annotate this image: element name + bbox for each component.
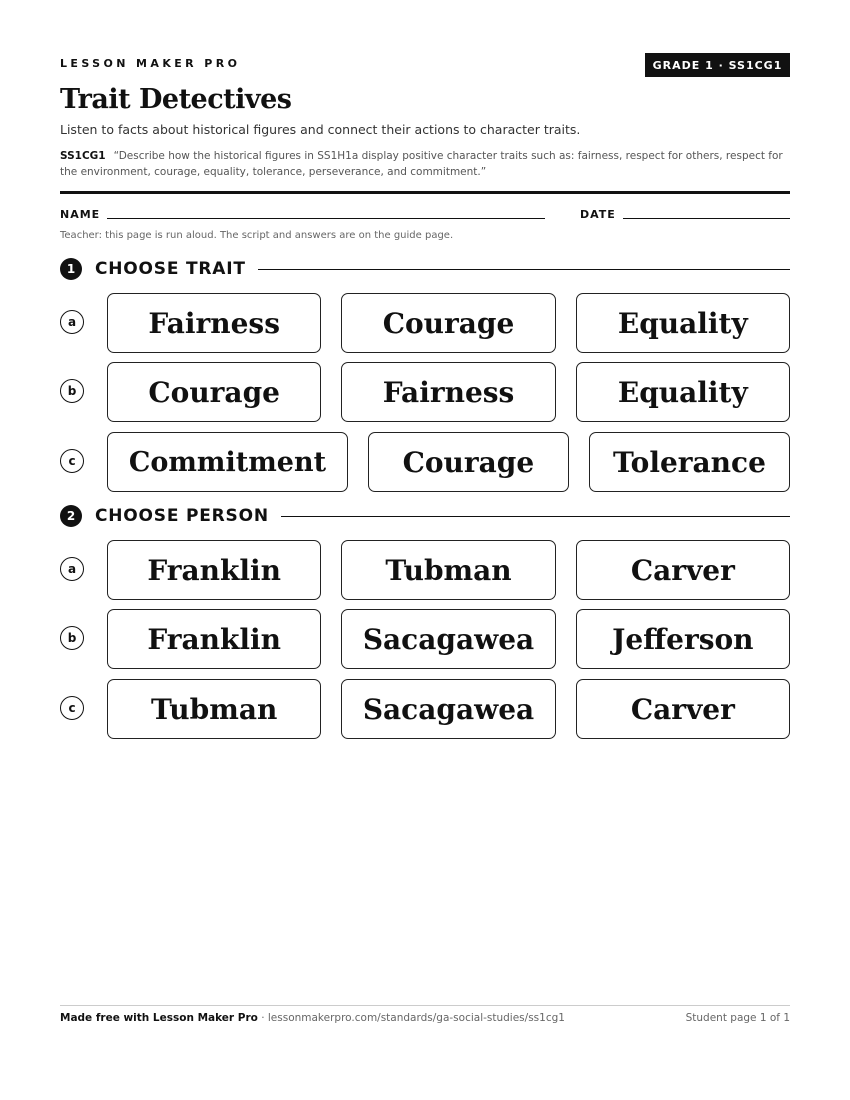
section-title: CHOOSE TRAIT — [95, 259, 246, 279]
option-chip[interactable]: Courage — [368, 432, 569, 492]
row-letter-badge: b — [60, 626, 84, 650]
option-chip[interactable]: Carver — [576, 540, 790, 600]
section-choose-trait — [60, 258, 790, 280]
option-chip[interactable]: Carver — [576, 679, 790, 739]
option-chip[interactable]: Tolerance — [589, 432, 790, 492]
row-letter-badge: c — [60, 696, 84, 720]
standard-code: SS1CG1 — [60, 150, 106, 162]
page-title: Trait Detectives — [60, 84, 292, 115]
footer-divider — [60, 1005, 790, 1006]
footer-credit — [60, 1012, 565, 1024]
row-letter-badge: c — [60, 449, 84, 473]
option-chip[interactable]: Tubman — [341, 540, 555, 600]
brand-name: LESSON MAKER PRO — [60, 57, 241, 70]
row-letter-badge: a — [60, 557, 84, 581]
option-chip[interactable]: Jefferson — [576, 609, 790, 669]
row-letter-badge: a — [60, 310, 84, 334]
option-chip[interactable]: Courage — [341, 293, 555, 353]
section-title: CHOOSE PERSON — [95, 506, 269, 526]
footer-made-by: Made free with Lesson Maker Pro — [60, 1012, 258, 1024]
name-field[interactable] — [107, 218, 545, 219]
row-letter-badge: b — [60, 379, 84, 403]
trait-row-a — [60, 293, 790, 353]
option-chip[interactable]: Equality — [576, 362, 790, 422]
footer-page-label: Student page 1 of 1 — [685, 1012, 790, 1024]
name-label: NAME — [60, 208, 101, 221]
option-chip[interactable]: Fairness — [341, 362, 555, 422]
grade-badge: GRADE 1 · SS1CG1 — [645, 53, 790, 77]
person-row-b — [60, 609, 790, 669]
person-row-a — [60, 540, 790, 600]
option-chip[interactable]: Franklin — [107, 609, 321, 669]
person-row-c — [60, 679, 790, 739]
option-chip[interactable]: Franklin — [107, 540, 321, 600]
trait-row-b — [60, 362, 790, 422]
date-label: DATE — [580, 208, 616, 221]
section-rule — [258, 269, 790, 270]
option-chip[interactable]: Sacagawea — [341, 609, 555, 669]
trait-row-c — [60, 432, 790, 492]
section-number-badge: 1 — [60, 258, 82, 280]
option-chip[interactable]: Commitment — [107, 432, 348, 492]
section-rule — [281, 516, 790, 517]
option-chip[interactable]: Equality — [576, 293, 790, 353]
option-chip[interactable]: Tubman — [107, 679, 321, 739]
standard-text: “Describe how the historical figures in SS1H1a display positive character traits such as: fairness, respect for others, respect for the environment, courage, equality, tolerance, perseverance, and commitment.” — [60, 150, 783, 178]
option-chip[interactable]: Sacagawea — [341, 679, 555, 739]
date-field[interactable] — [623, 218, 790, 219]
teacher-note: Teacher: this page is run aloud. The script and answers are on the guide page. — [60, 230, 454, 241]
page-subtitle: Listen to facts about historical figures and connect their actions to character traits. — [60, 122, 581, 137]
worksheet-page — [60, 0, 790, 1100]
standard-description — [60, 148, 790, 180]
section-choose-person — [60, 505, 790, 527]
header-divider — [60, 191, 790, 194]
footer-url[interactable]: · lessonmakerpro.com/standards/ga-social-studies/ss1cg1 — [257, 1012, 565, 1024]
option-chip[interactable]: Fairness — [107, 293, 321, 353]
option-chip[interactable]: Courage — [107, 362, 321, 422]
section-number-badge: 2 — [60, 505, 82, 527]
